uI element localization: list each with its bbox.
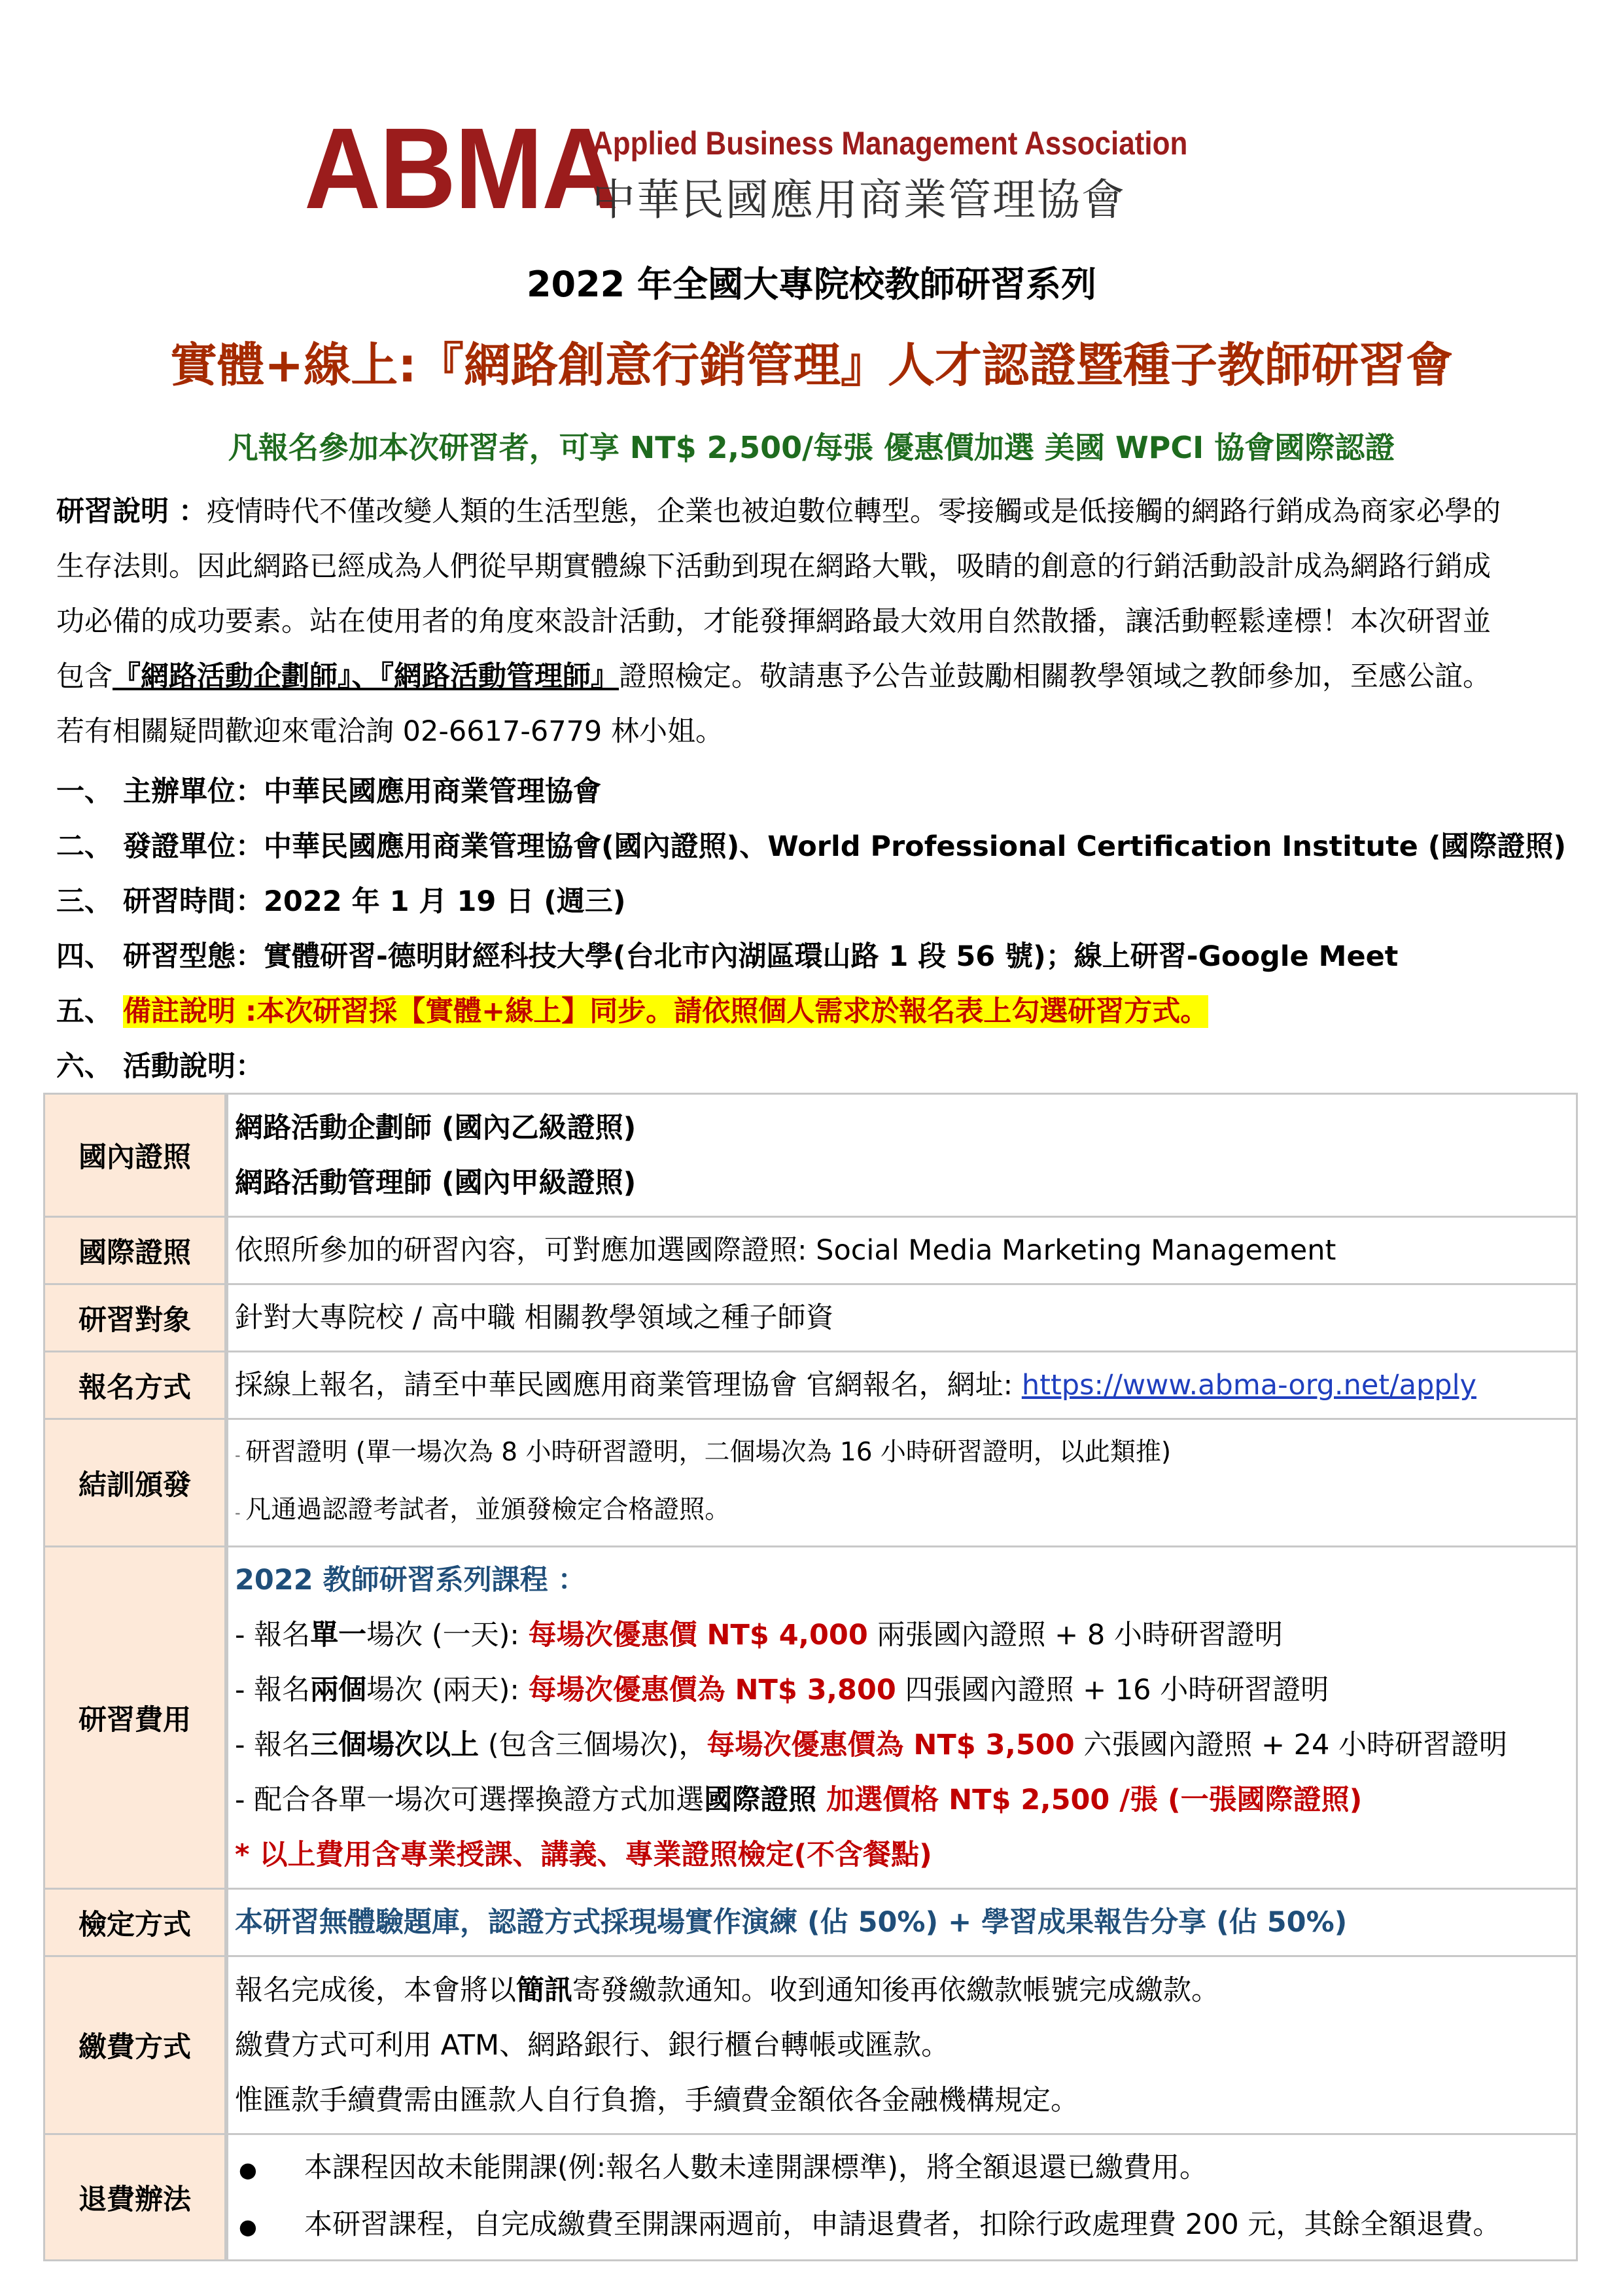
logo-english-name: Applied Business Management Association xyxy=(592,125,1188,162)
fee-row-3: - 報名三個場次以上 (包含三個場次)，每場次優惠價為 NT$ 3,500 六張國內證照 + 24 小時研習證明 xyxy=(235,1729,1508,1761)
payment-line2: 繳費方式可利用 ATM、網路銀行、銀行櫃台轉帳或匯款。 xyxy=(235,2028,950,2062)
bullet-icon: ● xyxy=(239,2157,257,2182)
activity-table xyxy=(43,1093,1578,2261)
refund-line1: 本課程因故未能開課(例:報名人數未達開課標準)，將全額退還已繳費用。 xyxy=(304,2151,1208,2184)
logo-chinese-name: 中華民國應用商業管理協會 xyxy=(592,175,1126,225)
row-label-fee: 研習費用 xyxy=(44,1547,227,1889)
row-label-completion: 結訓頒發 xyxy=(44,1419,227,1547)
intro-line4-prefix: 包含 xyxy=(56,660,113,693)
table-row xyxy=(44,1217,1577,1284)
audience-text: 針對大專院校 / 高中職 相關教學領域之種子師資 xyxy=(235,1301,834,1334)
intro-line1: 疫情時代不僅改變人類的生活型態，企業也被迫數位轉型。零接觸或是低接觸的網路行銷成為商家必學的 xyxy=(206,495,1501,528)
signup-text: 採線上報名，請至中華民國應用商業管理協會 官網報名，網址: xyxy=(235,1369,1022,1402)
intro-line2: 生存法則。因此網路已經成為人們從早期實體線下活動到現在網路大戰，吸睛的創意的行銷活動設計成為網路行銷成 xyxy=(56,550,1491,583)
table-row xyxy=(44,1547,1577,1889)
list-item: 一、 主辦單位：中華民國應用商業管理協會 xyxy=(56,775,601,808)
fee-heading: 2022 教師研習系列課程 ： xyxy=(235,1564,586,1597)
row-label-international: 國際證照 xyxy=(44,1217,227,1284)
table-row xyxy=(44,2134,1577,2261)
refund-line2: 本研習課程，自完成繳費至開課兩週前，申請退費者，扣除行政處理費 200 元，其餘全額退費。 xyxy=(304,2208,1501,2241)
completion-line2: 凡通過認證考試者，並頒發檢定合格證照。 xyxy=(245,1495,731,1525)
domestic-cert-2: 網路活動管理師 (國內甲級證照) xyxy=(235,1166,637,1199)
intro-label: 研習說明 ： xyxy=(56,495,207,528)
list-item: 三、 研習時間：2022 年 1 月 19 日 (週三) xyxy=(56,885,626,918)
table-row xyxy=(44,1956,1577,2134)
domestic-cert-1: 網路活動企劃師 (國內乙級證照) xyxy=(235,1111,637,1144)
list-item: 二、 發證單位：中華民國應用商業管理協會(國內證照)、World Professional Certification Institute (國際證照) xyxy=(56,830,1567,863)
intro-contact: 若有相關疑問歡迎來電洽詢 02-6617-6779 林小姐。 xyxy=(56,715,724,748)
intro-cert-names: 『網路活動企劃師』、『網路活動管理師』 xyxy=(113,660,619,693)
fee-row-2: - 報名兩個場次 (兩天): 每場次優惠價為 NT$ 3,800 四張國內證照 + 16 小時研習證明 xyxy=(235,1674,1329,1706)
assessment-text: 本研習無體驗題庫，認證方式採現場實作演練 (佔 50%) + 學習成果報告分享 (佔 50%) xyxy=(235,1906,1348,1939)
table-row xyxy=(44,1284,1577,1352)
promo-line: 凡報名參加本次研習者，可享 NT$ 2,500/每張 優惠價加選 美國 WPCI 協會國際認證 xyxy=(228,430,1395,465)
main-title: 實體+線上:『網路創意行銷管理』人才認證暨種子教師研習會 xyxy=(169,338,1454,393)
note-highlight: 備註說明 :本次研習採【實體+線上】同步。請依照個人需求於報名表上勾選研習方式。 xyxy=(123,995,1209,1028)
table-row xyxy=(44,1889,1577,1956)
fee-note: * 以上費用含專業授課、講義、專業證照檢定(不含餐點) xyxy=(235,1839,932,1871)
intro-paragraph xyxy=(56,484,1587,759)
row-label-refund: 退費辦法 xyxy=(44,2134,227,2261)
intro-line4-suffix: 證照檢定。敬請惠予公告並鼓勵相關教學領域之教師參加，至感公誼。 xyxy=(619,660,1491,693)
row-label-signup: 報名方式 xyxy=(44,1352,227,1419)
row-label-domestic: 國內證照 xyxy=(44,1094,227,1217)
signup-link[interactable]: https://www.abma-org.net/apply xyxy=(1021,1369,1476,1402)
series-title: 2022 年全國大專院校教師研習系列 xyxy=(526,264,1097,305)
abma-logo xyxy=(304,105,1220,233)
table-row xyxy=(44,1352,1577,1419)
payment-line3: 惟匯款手續費需由匯款人自行負擔，手續費金額依各金融機構規定。 xyxy=(235,2083,1079,2117)
row-label-assessment: 檢定方式 xyxy=(44,1889,227,1956)
fee-row-1: - 報名單一場次 (一天): 每場次優惠價 NT$ 4,000 兩張國內證照 + 8 小時研習證明 xyxy=(235,1619,1283,1651)
table-row: 結訓頒發 - 研習證明 (單一場次為 8 小時研習證明，二個場次為 16 小時研習證明，以此類推) - 凡通過認證考試者，並頒發檢定合格證照。 xyxy=(44,1419,1577,1547)
list-item: 六、 活動說明： xyxy=(56,1050,264,1083)
info-list xyxy=(56,764,1587,1094)
fee-row-4: - 配合各單一場次可選擇換證方式加選國際證照 加選價格 NT$ 2,500 /張 (一張國際證照) xyxy=(235,1784,1363,1816)
row-label-payment: 繳費方式 xyxy=(44,1956,227,2134)
row-label-audience: 研習對象 xyxy=(44,1284,227,1352)
payment-line1: 報名完成後，本會將以簡訊寄發繳款通知。收到通知後再依繳款帳號完成繳款。 xyxy=(235,1973,1219,2007)
completion-line1: 研習證明 (單一場次為 8 小時研習證明，二個場次為 16 小時研習證明，以此類推) xyxy=(245,1438,1172,1467)
intro-line3: 功必備的成功要素。站在使用者的角度來設計活動，才能發揮網路最大效用自然散播，讓活動輕鬆達標！本次研習並 xyxy=(56,605,1491,638)
bullet-icon: ● xyxy=(239,2214,257,2239)
logo-abbr: ABMA xyxy=(304,105,618,233)
table-row xyxy=(44,1094,1577,1217)
list-item: 四、 研習型態：實體研習-德明財經科技大學(台北市內湖區環山路 1 段 56 號)；線上研習-Google Meet xyxy=(56,940,1399,973)
international-cert: 依照所參加的研習內容，可對應加選國際證照: Social Media Marketing Management xyxy=(235,1234,1336,1267)
list-item-note: 五、 備註說明 :本次研習採【實體+線上】同步。請依照個人需求於報名表上勾選研習方式。 xyxy=(56,995,1209,1028)
